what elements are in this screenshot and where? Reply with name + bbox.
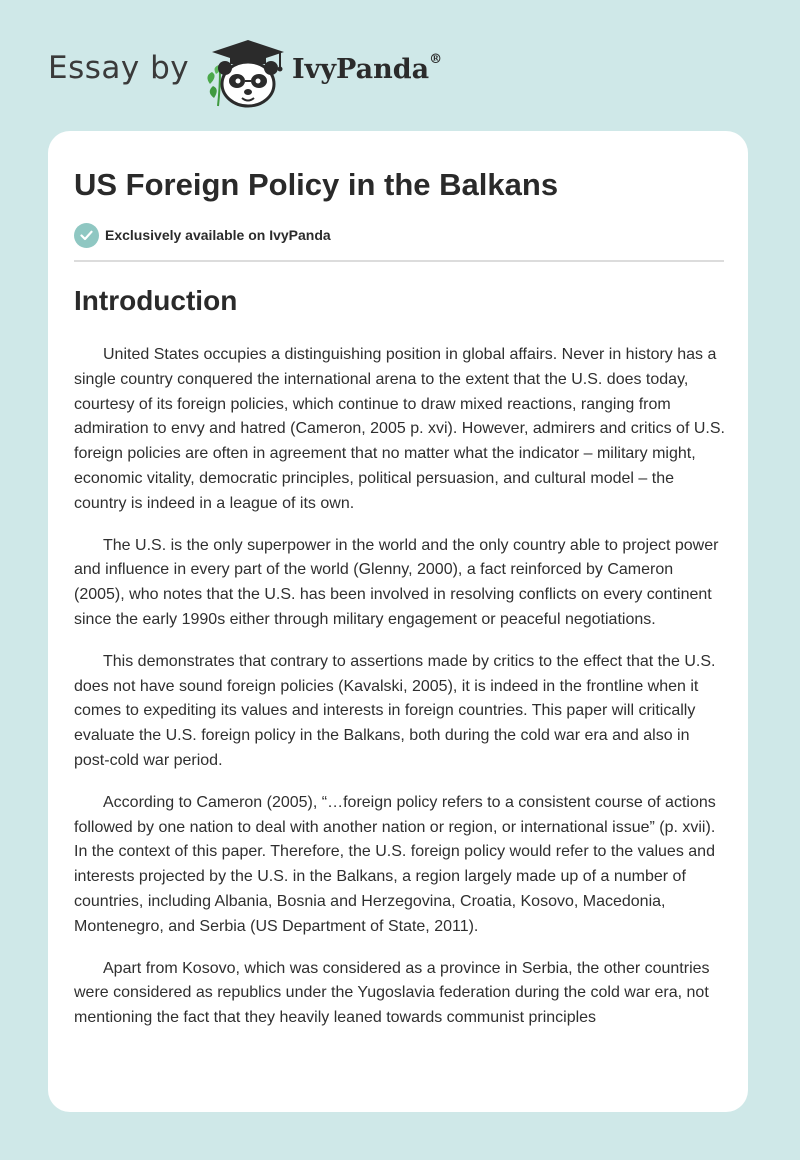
badge-label: Exclusively available on IvyPanda xyxy=(105,227,331,243)
check-icon xyxy=(74,223,99,248)
paragraph: United States occupies a distinguishing position in global affairs. Never in history has a single country conquered the international arena to the extent that the U.S. does today, courtesy of its foreign policies, which continue to draw mixed reactions, ranging from admiration to envy and hatred (Cameron, 2005 p. xvi). However, admirers and critics of U.S. foreign policies are often in agreement that no matter what the indicator – military might, economic vitality, democratic principles, political persuasion, and cultural model – the country is indeed in a league of its own. xyxy=(74,346,725,512)
site-header xyxy=(0,0,800,130)
section-heading: Introduction xyxy=(74,285,238,316)
brand-name-text: IvyPanda xyxy=(292,54,430,85)
essay-card xyxy=(48,131,748,1112)
paragraph: According to Cameron (2005), “…foreign policy refers to a consistent course of actions followed by one nation to deal with another nation or region, or international issue” (p. xvii). In the context of this paper. Therefore, the U.S. foreign policy would refer to the values and interests projected by the U.S. in the Balkans, a region largely made up of a number of countries, including Albania, Bosnia and Herzegovina, Croatia, Kosovo, Macedonia, Montenegro, and Serbia (US Department of State, 2011). xyxy=(74,793,716,935)
exclusive-badge xyxy=(74,221,331,249)
trademark-symbol: ® xyxy=(429,52,443,67)
brand-name[interactable] xyxy=(292,54,442,85)
paragraph: Apart from Kosovo, which was considered as a province in Serbia, the other countries were considered as republics under the Yugoslavia federation during the cold war era, not mentioning the fact that they heavily leaned towards communist principles xyxy=(74,959,710,1027)
page-title: US Foreign Policy in the Balkans xyxy=(74,167,559,202)
essay-body xyxy=(74,343,726,1048)
brand-prefix: Essay by xyxy=(48,50,190,86)
paragraph: This demonstrates that contrary to assertions made by critics to the effect that the U.S. does not have sound foreign policies (Kavalski, 2005), it is indeed in the frontline when it comes to expediting its values and interests in foreign countries. This paper will critically evaluate the U.S. foreign policy in the Balkans, both during the cold war era and also in post-cold war period. xyxy=(74,652,716,769)
panda-graduate-icon[interactable] xyxy=(200,36,296,110)
divider xyxy=(74,260,724,262)
paragraph: The U.S. is the only superpower in the world and the only country able to project power and influence in every part of the world (Glenny, 2000), a fact reinforced by Cameron (2005), who notes that the U.S. has been involved in resolving conflicts on every continent since the early 1990s either through military engagement or peaceful negotiations. xyxy=(74,536,719,628)
